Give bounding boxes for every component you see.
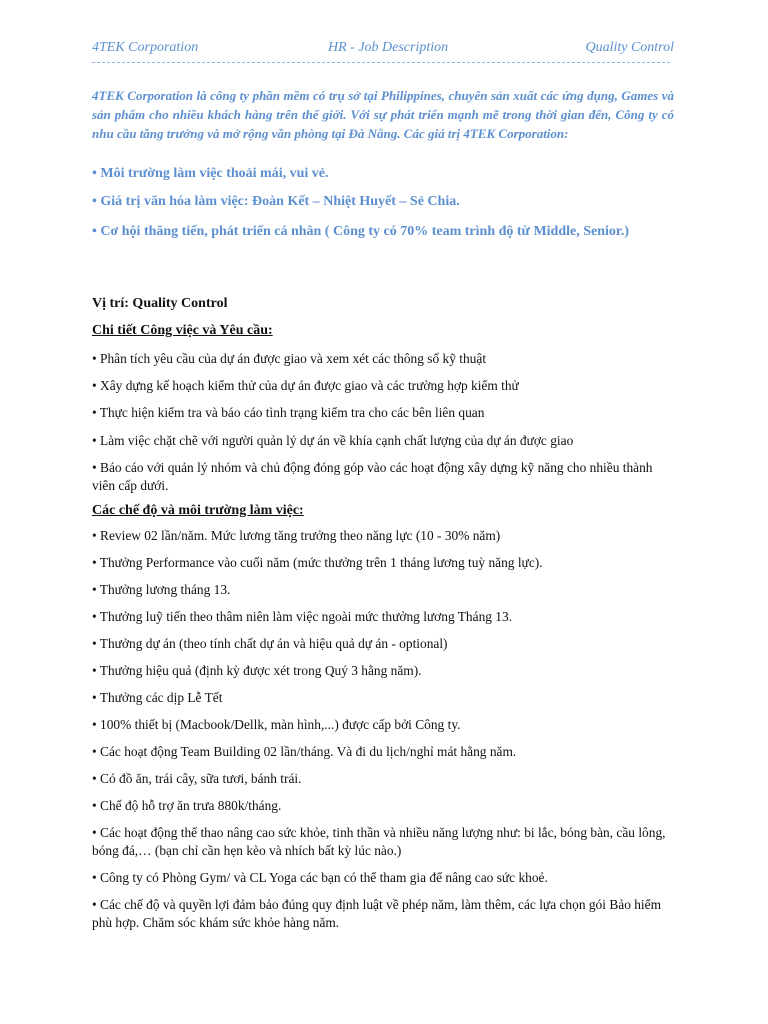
page-header (92, 40, 674, 60)
position-title: Vị trí: Quality Control (92, 296, 228, 311)
duty-item: • Xây dựng kế hoạch kiểm thử của dự án được giao và các trường hợp kiểm thử (92, 378, 519, 393)
benefit-item: • Thưởng luỹ tiến theo thâm niên làm việc ngoài mức thưởng lương Tháng 13. (92, 609, 513, 624)
benefit-item: • Thưởng lương tháng 13. (92, 582, 231, 597)
benefit-item: • Công ty có Phòng Gym/ và CL Yoga các bạn có thể tham gia để nâng cao sức khoẻ. (92, 870, 548, 885)
benefit-item: • Review 02 lần/năm. Mức lương tăng trưởng theo năng lực (10 - 30% năm) (92, 528, 501, 543)
header-document-type: HR - Job Description (328, 40, 449, 55)
header-divider (92, 62, 670, 63)
value-item: • Môi trường làm việc thoải mái, vui vẻ. (92, 166, 329, 181)
duty-item: • Phân tích yêu cầu của dự án được giao và xem xét các thông số kỹ thuật (92, 351, 487, 366)
benefit-item: • Thưởng Performance vào cuối năm (mức thưởng trên 1 tháng lương tuỳ năng lực). (92, 555, 543, 570)
benefit-item: • Các hoạt động Team Building 02 lần/tháng. Và đi du lịch/nghỉ mát hằng năm. (92, 744, 517, 759)
value-item: • Cơ hội thăng tiến, phát triển cá nhân ( Công ty có 70% team trình độ từ Middle, Senior.) (92, 224, 630, 239)
value-item: • Giá trị văn hóa làm việc: Đoàn Kết – Nhiệt Huyết – Sẻ Chia. (92, 194, 460, 209)
benefit-item: • Thưởng các dịp Lễ Tết (92, 690, 223, 705)
header-company: 4TEK Corporation (92, 40, 199, 55)
benefits-heading: Các chế độ và môi trường làm việc: (92, 503, 304, 518)
benefit-item: • Thưởng dự án (theo tính chất dự án và hiệu quả dự án - optional) (92, 636, 448, 651)
duty-item: • Làm việc chặt chẽ với người quản lý dự án về khía cạnh chất lượng của dự án được giao (92, 433, 574, 448)
intro-paragraph: 4TEK Corporation là công ty phần mềm có trụ sở tại Philippines, chuyên sản xuất các ứng dụng, Games và sản phẩm cho nhiều khách hàng trên thế giới. Với sự phát triển mạnh mẽ trong thời gian đến, Công ty có nhu cầu tăng trưởng và mở rộng văn phòng tại Đà Nẵng. Các giá trị 4TEK Corporation: (92, 88, 674, 141)
benefit-item: • Các chế độ và quyền lợi đảm bảo đúng quy định luật về phép năm, làm thêm, các lựa chọn gói Bảo hiểm phù hợp. Chăm sóc khám sức khỏe hàng năm. (92, 897, 662, 930)
duty-item: • Báo cáo với quản lý nhóm và chủ động đóng góp vào các hoạt động xây dựng kỹ năng cho nhiều thành viên cấp dưới. (92, 460, 653, 493)
header-role: Quality Control (585, 40, 674, 55)
benefit-item: • Thưởng hiệu quả (định kỳ được xét trong Quý 3 hằng năm). (92, 663, 422, 678)
benefit-item: • 100% thiết bị (Macbook/Dellk, màn hình,...) được cấp bởi Công ty. (92, 717, 461, 732)
duties-heading: Chi tiết Công việc và Yêu cầu: (92, 323, 273, 338)
benefit-item: • Chế độ hỗ trợ ăn trưa 880k/tháng. (92, 798, 282, 813)
benefit-item: • Các hoạt động thể thao nâng cao sức khỏe, tinh thần và nhiều năng lượng như: bi lắc, bóng bàn, cầu lông, bóng đá,… (bạn chỉ cần hẹn kèo và nhích bất kỳ lúc nào.) (92, 825, 666, 858)
benefit-item: • Có đồ ăn, trái cây, sữa tươi, bánh trái. (92, 771, 302, 786)
duty-item: • Thực hiện kiểm tra và báo cáo tình trạng kiểm tra cho các bên liên quan (92, 405, 485, 420)
